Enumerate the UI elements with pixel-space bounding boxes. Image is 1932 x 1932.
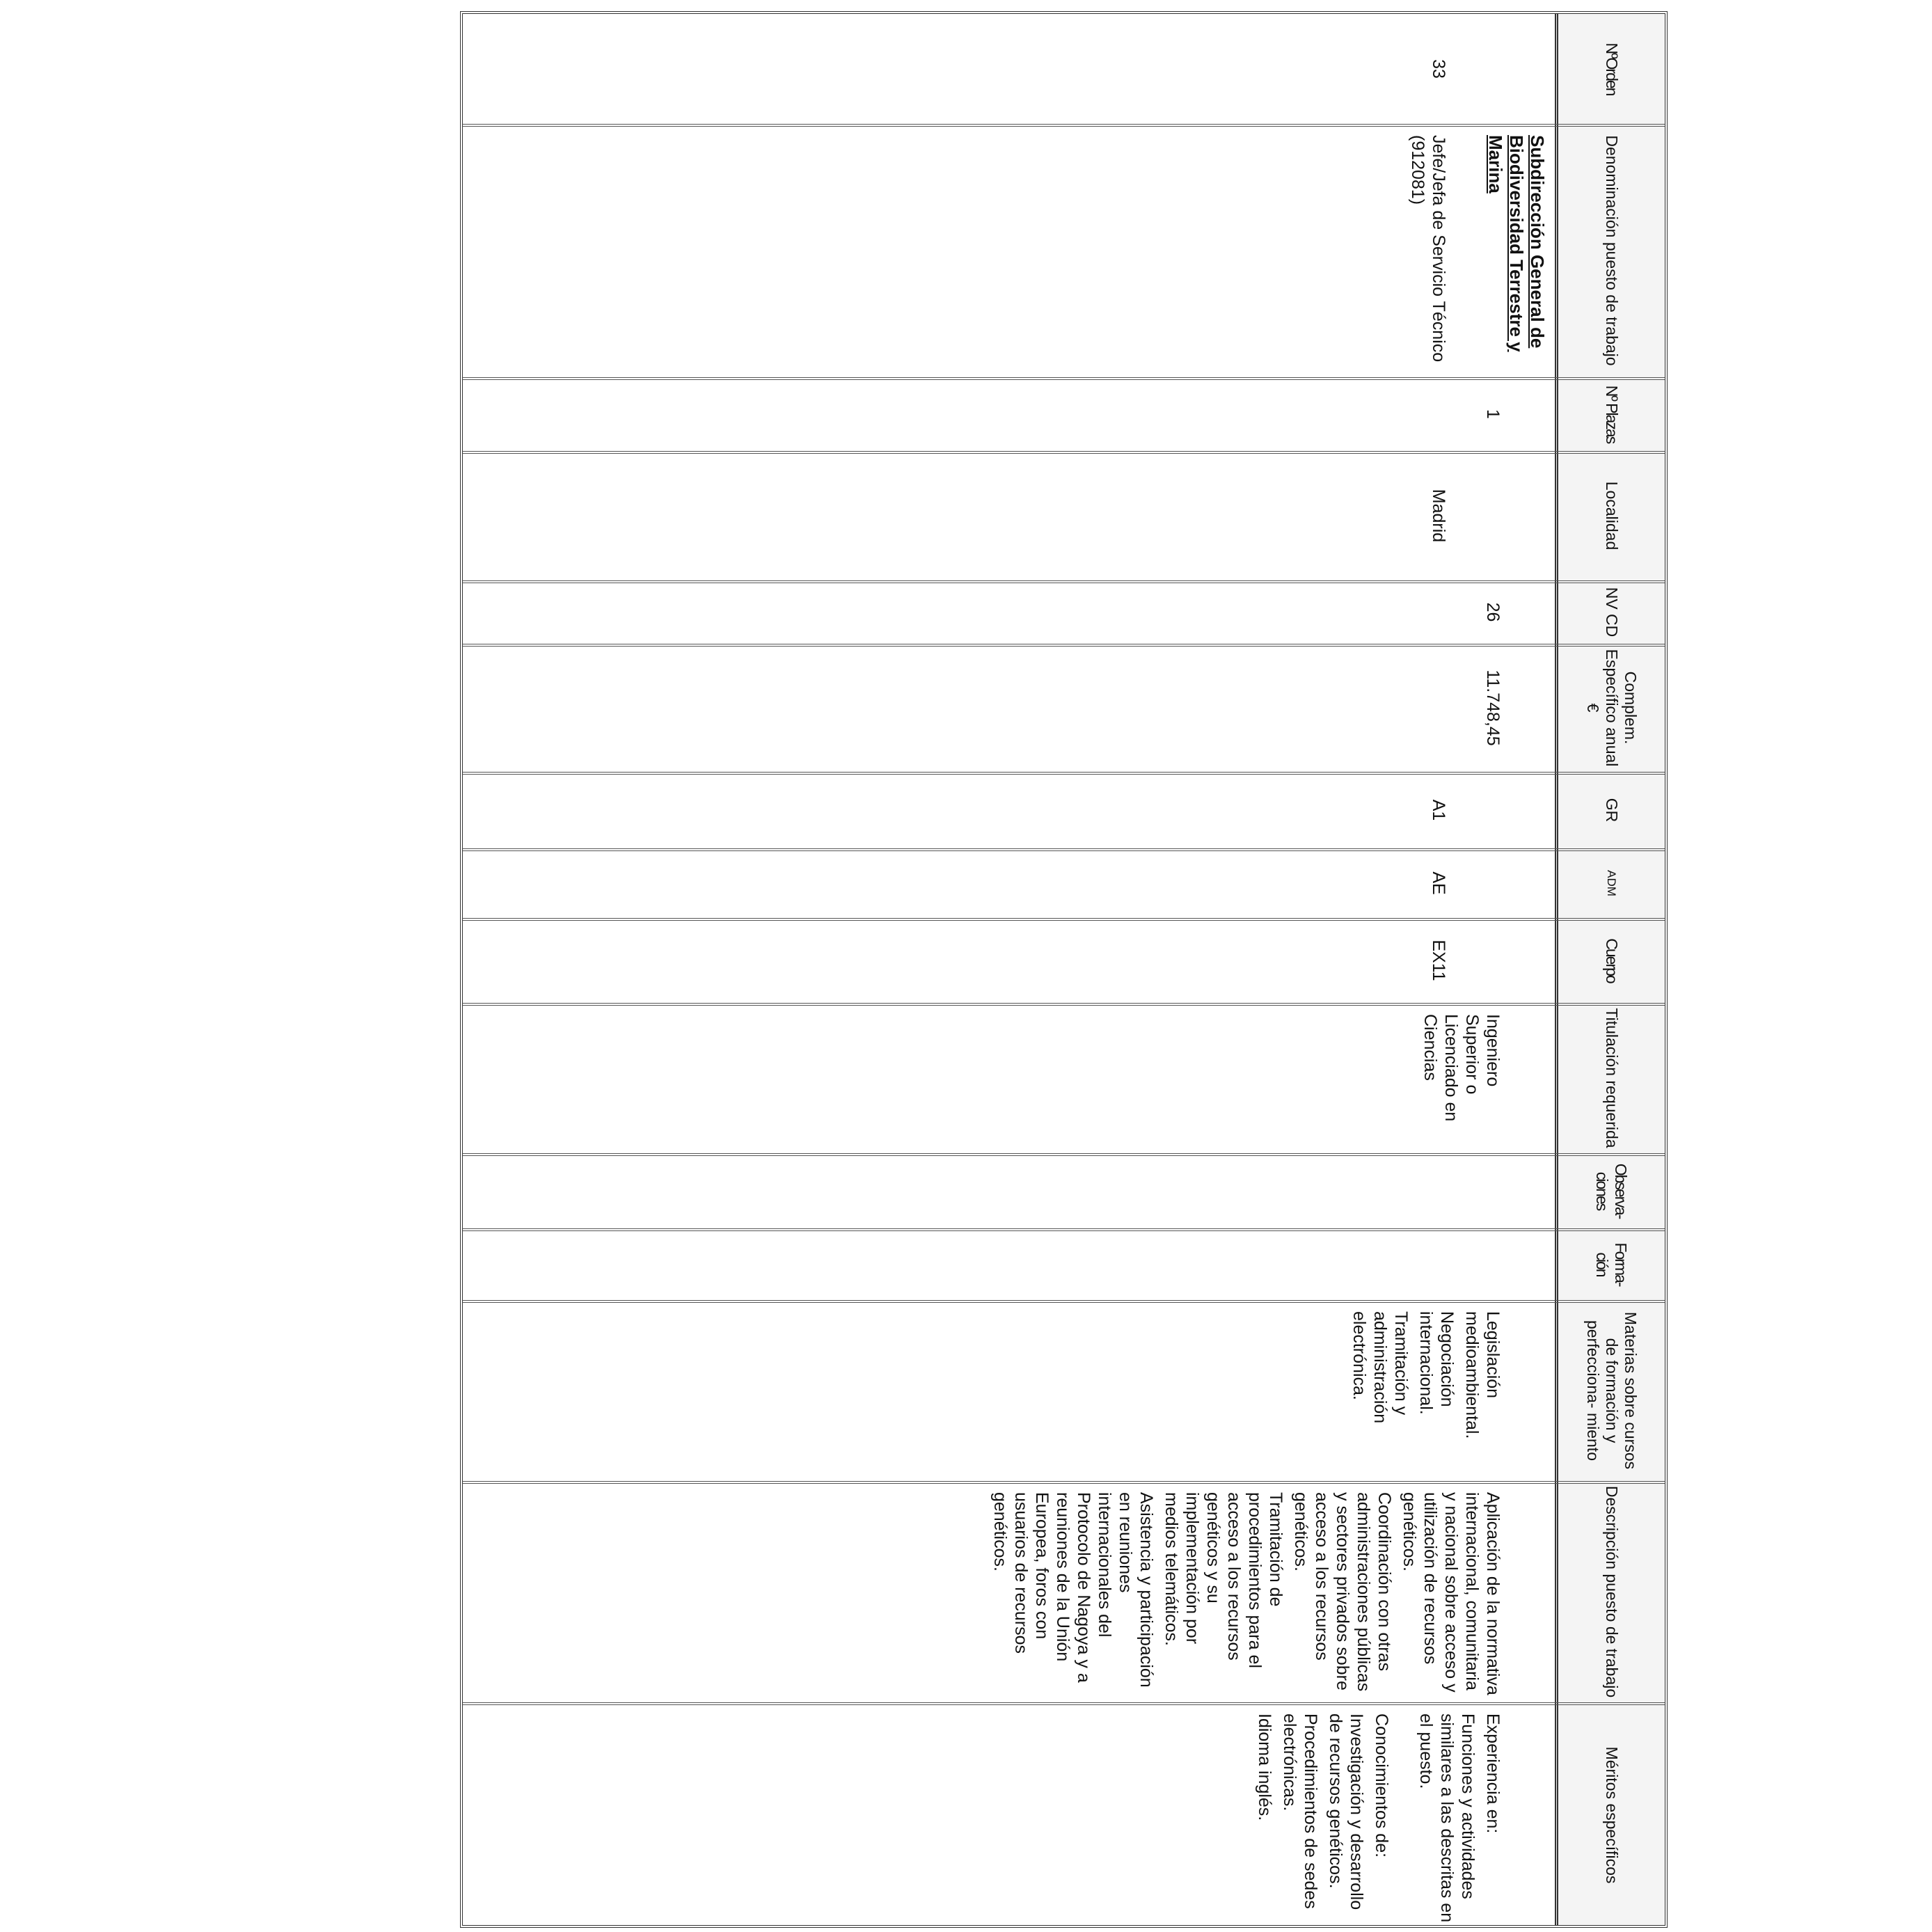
rotated-page	[452, 0, 1932, 1932]
header-materias: Materias sobre cursos de formación y perfecciona- miento	[1584, 1311, 1640, 1470]
column-divider	[463, 1702, 1665, 1705]
column-divider	[463, 772, 1665, 775]
column-divider	[463, 1153, 1665, 1156]
cell-complemento: 11.748,45	[1483, 670, 1503, 746]
conocimiento-item: Investigación y desarrollo de recursos genéticos.	[1326, 1713, 1366, 1910]
descripcion-item: Tramitación de procedimientos para el acceso a los recursos genéticos y su implementación por medios telemáticos.	[1162, 1492, 1285, 1668]
column-divider	[463, 1481, 1665, 1484]
cell-grupo: A1	[1429, 799, 1448, 821]
column-divider	[463, 124, 1665, 127]
conocimientos-title: Conocimientos de:	[1372, 1713, 1391, 1858]
cell-descripcion	[985, 1492, 1503, 1700]
cell-denominacion: Jefe/Jefa de Servicio Técnico (912081)	[1408, 135, 1448, 363]
header-localidad: Localidad	[1603, 481, 1621, 551]
cell-orden: 33	[1429, 59, 1448, 79]
header-formacion: Forma- ción	[1593, 1242, 1631, 1286]
cell-meritos	[1250, 1713, 1503, 1925]
cell-cuerpo: EX11	[1429, 940, 1448, 981]
job-table	[460, 11, 1668, 1928]
cell-titulacion: Ingeniero Superior o Licenciado en Ciencias	[1420, 1014, 1503, 1122]
cell-nivel: 26	[1483, 602, 1503, 622]
header-plazas: Nº Plazas	[1603, 385, 1621, 443]
experiencia-title: Experiencia en:	[1483, 1713, 1503, 1834]
conocimiento-item: Idioma inglés.	[1255, 1713, 1274, 1821]
cell-adm: AE	[1429, 871, 1448, 895]
descripcion-item: Coordinación con otras administraciones públicas y sectores privados sobre acceso a los recursos genéticos.	[1291, 1492, 1394, 1692]
column-divider	[463, 644, 1665, 647]
header-observaciones: Observa- ciones	[1593, 1163, 1631, 1219]
header-complemento: Complem. Específico anual €	[1584, 649, 1640, 767]
header-orden: NºOrden	[1603, 42, 1621, 95]
section-title: Subdirección General de Biodiversidad Terrestre y Marina	[1485, 135, 1548, 352]
header-cuerpo: Cuerpo	[1603, 938, 1621, 983]
materia-item: Tramitación y administración electrónica.	[1349, 1311, 1411, 1424]
materia-item: Negociación internacional.	[1416, 1311, 1457, 1415]
column-divider	[463, 451, 1665, 454]
cell-plazas: 1	[1483, 409, 1503, 419]
header-adm: ADM	[1605, 870, 1618, 896]
descripcion-item: Aplicación de la normativa internacional, comunitaria y nacional sobre acceso y utilización de recursos genéticos.	[1400, 1492, 1503, 1695]
header-grupo: GR	[1603, 798, 1621, 823]
header-denominacion: Denominación puesto de trabajo	[1603, 135, 1621, 366]
column-divider	[463, 848, 1665, 851]
header-titulacion: Titulación requerida	[1603, 1008, 1621, 1148]
header-nivel: NV CD	[1603, 587, 1621, 638]
header-meritos: Méritos específicos	[1603, 1746, 1621, 1884]
column-divider	[463, 1003, 1665, 1006]
descripcion-item: Asistencia y participación en reuniones internacionales del Protocolo de Nagoya y a reuniones de la Unión Europea, foros con usuarios de recursos genéticos.	[990, 1492, 1156, 1688]
column-divider	[463, 1300, 1665, 1303]
cell-materias	[1345, 1311, 1503, 1477]
experiencia-text: Funciones y actividades similares a las descritas en el puesto.	[1416, 1713, 1478, 1923]
conocimiento-item: Procedimientos de sedes electrónicas.	[1280, 1713, 1320, 1909]
column-divider	[463, 918, 1665, 921]
materia-item: Legislación medioambiental.	[1462, 1311, 1503, 1439]
header-descripcion: Descripción puesto de trabajo	[1603, 1485, 1621, 1698]
column-divider	[463, 1228, 1665, 1231]
cell-localidad: Madrid	[1429, 489, 1448, 543]
